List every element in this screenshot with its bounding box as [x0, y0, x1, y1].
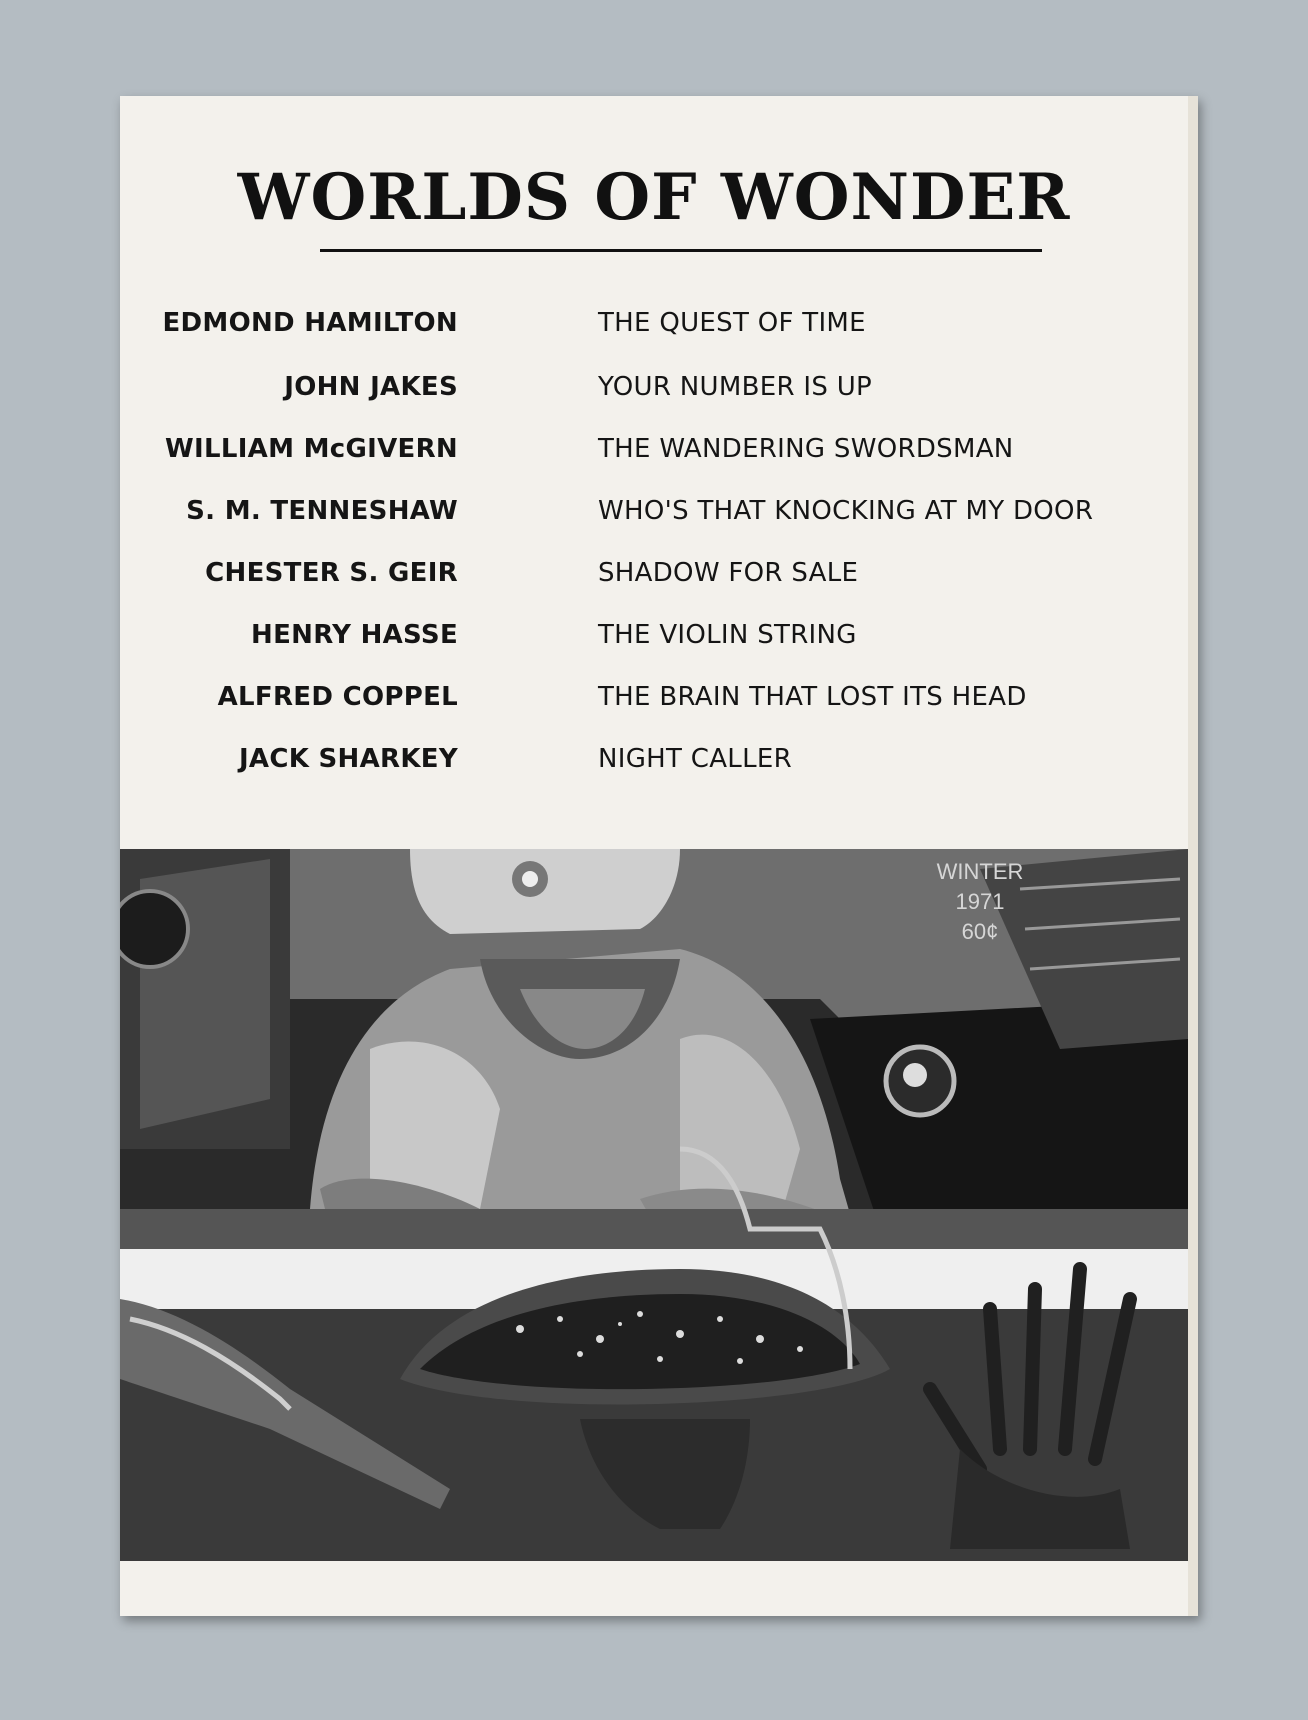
contents-row: [120, 682, 1188, 722]
contents-row: [120, 496, 1188, 536]
author-name: S. M. TENNESHAW: [186, 496, 458, 526]
contents-row: [120, 308, 1188, 348]
author-name: CHESTER S. GEIR: [205, 558, 458, 588]
author-name: HENRY HASSE: [251, 620, 458, 650]
issue-info: [910, 857, 1050, 947]
author-name: EDMOND HAMILTON: [162, 308, 458, 338]
story-title: THE WANDERING SWORDSMAN: [598, 434, 1014, 464]
story-title: YOUR NUMBER IS UP: [598, 372, 873, 402]
story-title: THE BRAIN THAT LOST ITS HEAD: [598, 682, 1027, 712]
story-title: THE VIOLIN STRING: [598, 620, 857, 650]
contents-row: [120, 558, 1188, 598]
illustration-artwork: [120, 849, 1188, 1561]
issue-season: WINTER: [936, 859, 1024, 884]
story-title: WHO'S THAT KNOCKING AT MY DOOR: [598, 496, 1094, 526]
contents-row: [120, 744, 1188, 784]
cover-illustration: [120, 849, 1188, 1561]
title-underline: [320, 249, 1042, 252]
issue-year: 1971: [955, 889, 1005, 914]
story-title: THE QUEST OF TIME: [598, 308, 866, 338]
issue-price: 60¢: [961, 919, 999, 944]
story-title: NIGHT CALLER: [598, 744, 792, 774]
contents-row: [120, 434, 1188, 474]
contents-row: [120, 372, 1188, 412]
contents-row: [120, 620, 1188, 660]
author-name: JACK SHARKEY: [238, 744, 458, 774]
author-name: ALFRED COPPEL: [217, 682, 458, 712]
story-title: SHADOW FOR SALE: [598, 558, 859, 588]
author-name: JOHN JAKES: [284, 372, 458, 402]
magazine-back-cover: [120, 96, 1198, 1616]
author-name: WILLIAM McGIVERN: [165, 434, 458, 464]
magazine-title: WORLDS OF WONDER: [237, 160, 1071, 235]
